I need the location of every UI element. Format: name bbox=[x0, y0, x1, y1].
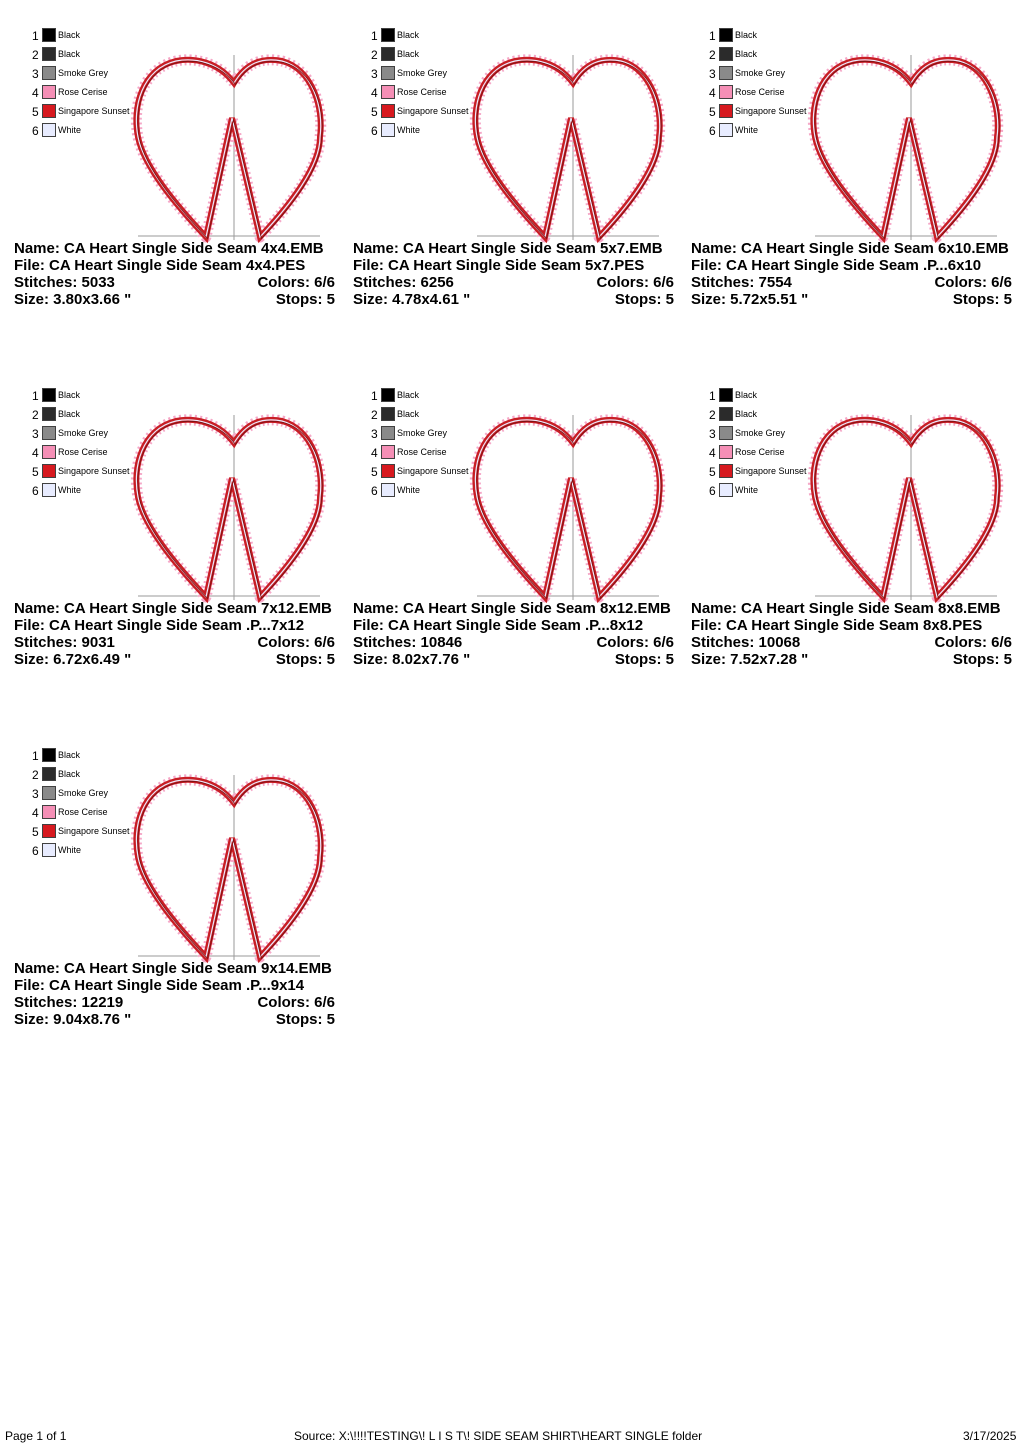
design-card bbox=[691, 0, 1024, 345]
color-name: Black bbox=[58, 750, 81, 760]
design-artwork bbox=[124, 405, 332, 610]
color-name: Black bbox=[58, 769, 81, 779]
color-number: 4 bbox=[371, 446, 378, 460]
heart-design-preview bbox=[124, 45, 332, 250]
color-swatch bbox=[381, 85, 395, 99]
color-swatch bbox=[719, 104, 733, 118]
color-number: 1 bbox=[709, 29, 716, 43]
color-number: 2 bbox=[32, 408, 39, 422]
stop-count: Stops: 5 bbox=[275, 1011, 335, 1028]
color-number: 5 bbox=[371, 105, 378, 119]
outline-highlight bbox=[475, 420, 659, 597]
color-swatch bbox=[719, 85, 733, 99]
stop-count: Stops: 5 bbox=[952, 651, 1012, 668]
color-swatch bbox=[42, 426, 56, 440]
color-name: Black bbox=[58, 390, 81, 400]
color-name: White bbox=[735, 485, 759, 495]
color-name: White bbox=[58, 485, 82, 495]
color-number: 6 bbox=[371, 124, 378, 138]
color-name: White bbox=[58, 125, 82, 135]
footer-page-number: Page 1 of 1 bbox=[5, 1429, 67, 1443]
stitch-count: Stitches: 10068 bbox=[691, 634, 801, 651]
design-info bbox=[14, 960, 359, 1028]
color-swatch bbox=[719, 47, 733, 61]
color-number: 4 bbox=[709, 86, 716, 100]
color-swatch bbox=[719, 445, 733, 459]
color-swatch bbox=[381, 483, 395, 497]
color-number: 6 bbox=[32, 484, 39, 498]
color-number: 1 bbox=[371, 29, 378, 43]
heart-design-preview bbox=[463, 405, 671, 610]
color-name: Black bbox=[397, 49, 420, 59]
color-swatch bbox=[381, 104, 395, 118]
color-number: 3 bbox=[371, 67, 378, 81]
color-name: Rose Cerise bbox=[735, 447, 785, 457]
color-number: 5 bbox=[32, 105, 39, 119]
color-swatch bbox=[381, 47, 395, 61]
outline-highlight bbox=[136, 780, 320, 957]
color-name: Smoke Grey bbox=[397, 68, 448, 78]
footer-source-path: Source: X:\!!!!TESTING\! L I S T\! SIDE SEAM SHIRT\HEART SINGLE folder bbox=[294, 1429, 703, 1443]
design-file: File: CA Heart Single Side Seam .P...7x12 bbox=[14, 617, 305, 634]
outline-highlight bbox=[136, 60, 320, 237]
color-number: 1 bbox=[32, 389, 39, 403]
design-file: File: CA Heart Single Side Seam 8x8.PES bbox=[691, 617, 983, 634]
color-swatch bbox=[42, 843, 56, 857]
satin-outline bbox=[136, 420, 320, 597]
color-swatch bbox=[719, 464, 733, 478]
design-artwork bbox=[801, 405, 1009, 610]
color-number: 1 bbox=[709, 389, 716, 403]
color-name: Rose Cerise bbox=[397, 447, 447, 457]
color-name: Smoke Grey bbox=[58, 788, 109, 798]
color-number: 6 bbox=[371, 484, 378, 498]
color-name: Singapore Sunset bbox=[735, 106, 807, 116]
stitch-count: Stitches: 5033 bbox=[14, 274, 115, 291]
design-artwork bbox=[463, 45, 671, 250]
color-name: Black bbox=[397, 390, 420, 400]
color-number: 5 bbox=[709, 465, 716, 479]
color-swatch bbox=[42, 66, 56, 80]
color-swatch bbox=[42, 748, 56, 762]
design-name: Name: CA Heart Single Side Seam 8x12.EMB bbox=[353, 600, 671, 617]
color-swatch bbox=[42, 767, 56, 781]
color-swatch bbox=[381, 28, 395, 42]
color-name: Singapore Sunset bbox=[397, 106, 469, 116]
design-artwork bbox=[463, 405, 671, 610]
color-name: Rose Cerise bbox=[58, 807, 108, 817]
color-number: 3 bbox=[709, 67, 716, 81]
design-name: Name: CA Heart Single Side Seam 7x12.EMB bbox=[14, 600, 332, 617]
color-number: 6 bbox=[709, 124, 716, 138]
design-size: Size: 5.72x5.51 " bbox=[691, 291, 809, 308]
color-name: Black bbox=[735, 49, 758, 59]
color-swatch bbox=[42, 483, 56, 497]
color-swatch bbox=[42, 786, 56, 800]
color-swatch bbox=[381, 464, 395, 478]
color-number: 2 bbox=[371, 48, 378, 62]
lace-scallop-border bbox=[136, 780, 320, 957]
design-card bbox=[353, 0, 691, 345]
color-count: Colors: 6/6 bbox=[257, 274, 335, 291]
color-number: 5 bbox=[709, 105, 716, 119]
satin-outline bbox=[136, 60, 320, 237]
stop-count: Stops: 5 bbox=[275, 651, 335, 668]
design-file: File: CA Heart Single Side Seam 4x4.PES bbox=[14, 257, 306, 274]
footer-date: 3/17/2025 bbox=[963, 1429, 1017, 1443]
stitch-count: Stitches: 12219 bbox=[14, 994, 124, 1011]
lace-scallop-border bbox=[813, 60, 997, 237]
color-number: 2 bbox=[32, 768, 39, 782]
color-number: 4 bbox=[32, 806, 39, 820]
design-size: Size: 9.04x8.76 " bbox=[14, 1011, 132, 1028]
design-card bbox=[14, 360, 352, 705]
color-number: 5 bbox=[371, 465, 378, 479]
heart-design-preview bbox=[124, 405, 332, 610]
heart-design-preview bbox=[801, 405, 1009, 610]
color-number: 5 bbox=[32, 825, 39, 839]
color-number: 6 bbox=[32, 124, 39, 138]
satin-outline bbox=[813, 60, 997, 237]
design-name: Name: CA Heart Single Side Seam 5x7.EMB bbox=[353, 240, 663, 257]
color-number: 4 bbox=[709, 446, 716, 460]
design-card bbox=[691, 360, 1024, 705]
color-number: 6 bbox=[709, 484, 716, 498]
design-size: Size: 3.80x3.66 " bbox=[14, 291, 132, 308]
design-size: Size: 6.72x6.49 " bbox=[14, 651, 132, 668]
design-file: File: CA Heart Single Side Seam .P...9x14 bbox=[14, 977, 305, 994]
color-name: White bbox=[397, 125, 421, 135]
color-name: Smoke Grey bbox=[735, 68, 786, 78]
color-name: Rose Cerise bbox=[58, 87, 108, 97]
color-swatch bbox=[719, 426, 733, 440]
heart-design-preview bbox=[463, 45, 671, 250]
design-name: Name: CA Heart Single Side Seam 8x8.EMB bbox=[691, 600, 1001, 617]
color-count: Colors: 6/6 bbox=[934, 634, 1012, 651]
color-count: Colors: 6/6 bbox=[257, 994, 335, 1011]
stitch-count: Stitches: 10846 bbox=[353, 634, 463, 651]
color-number: 6 bbox=[32, 844, 39, 858]
color-count: Colors: 6/6 bbox=[934, 274, 1012, 291]
color-number: 3 bbox=[709, 427, 716, 441]
color-swatch bbox=[42, 824, 56, 838]
color-swatch bbox=[719, 123, 733, 137]
color-number: 1 bbox=[32, 29, 39, 43]
color-swatch bbox=[42, 123, 56, 137]
design-info bbox=[353, 600, 698, 668]
color-swatch bbox=[719, 66, 733, 80]
design-artwork bbox=[801, 45, 1009, 250]
color-number: 2 bbox=[32, 48, 39, 62]
color-swatch bbox=[381, 445, 395, 459]
lace-scallop-border bbox=[475, 420, 659, 597]
color-swatch bbox=[42, 445, 56, 459]
color-name: Smoke Grey bbox=[397, 428, 448, 438]
color-name: Smoke Grey bbox=[58, 428, 109, 438]
color-name: Black bbox=[735, 390, 758, 400]
color-swatch bbox=[381, 426, 395, 440]
lace-scallop-border bbox=[475, 60, 659, 237]
color-name: Black bbox=[58, 49, 81, 59]
design-size: Size: 4.78x4.61 " bbox=[353, 291, 471, 308]
color-swatch bbox=[42, 805, 56, 819]
design-file: File: CA Heart Single Side Seam .P...6x10 bbox=[691, 257, 982, 274]
color-count: Colors: 6/6 bbox=[257, 634, 335, 651]
outline-highlight bbox=[136, 420, 320, 597]
color-swatch bbox=[42, 388, 56, 402]
design-size: Size: 7.52x7.28 " bbox=[691, 651, 809, 668]
design-card bbox=[14, 720, 352, 1065]
color-swatch bbox=[719, 388, 733, 402]
color-number: 4 bbox=[32, 446, 39, 460]
color-number: 3 bbox=[32, 787, 39, 801]
stitch-count: Stitches: 9031 bbox=[14, 634, 115, 651]
satin-outline bbox=[475, 60, 659, 237]
design-info bbox=[691, 240, 1024, 308]
stitch-count: Stitches: 7554 bbox=[691, 274, 792, 291]
color-number: 3 bbox=[32, 67, 39, 81]
color-name: White bbox=[58, 845, 82, 855]
outline-highlight bbox=[813, 60, 997, 237]
color-swatch bbox=[719, 407, 733, 421]
color-number: 1 bbox=[371, 389, 378, 403]
color-name: Singapore Sunset bbox=[58, 826, 130, 836]
color-number: 2 bbox=[709, 48, 716, 62]
color-name: White bbox=[397, 485, 421, 495]
color-name: White bbox=[735, 125, 759, 135]
design-file: File: CA Heart Single Side Seam 5x7.PES bbox=[353, 257, 645, 274]
design-artwork bbox=[124, 765, 332, 970]
stop-count: Stops: 5 bbox=[952, 291, 1012, 308]
heart-design-preview bbox=[801, 45, 1009, 250]
color-number: 4 bbox=[32, 86, 39, 100]
stop-count: Stops: 5 bbox=[614, 651, 674, 668]
design-size: Size: 8.02x7.76 " bbox=[353, 651, 471, 668]
color-name: Black bbox=[397, 409, 420, 419]
color-swatch bbox=[42, 104, 56, 118]
design-name: Name: CA Heart Single Side Seam 6x10.EMB bbox=[691, 240, 1009, 257]
color-swatch bbox=[42, 28, 56, 42]
color-name: Smoke Grey bbox=[735, 428, 786, 438]
color-swatch bbox=[42, 407, 56, 421]
design-artwork bbox=[124, 45, 332, 250]
color-name: Smoke Grey bbox=[58, 68, 109, 78]
design-info bbox=[353, 240, 698, 308]
color-swatch bbox=[381, 407, 395, 421]
color-count: Colors: 6/6 bbox=[596, 274, 674, 291]
lace-scallop-border bbox=[136, 420, 320, 597]
color-number: 4 bbox=[371, 86, 378, 100]
heart-design-preview bbox=[124, 765, 332, 970]
color-swatch bbox=[719, 28, 733, 42]
color-swatch bbox=[381, 123, 395, 137]
design-file: File: CA Heart Single Side Seam .P...8x12 bbox=[353, 617, 644, 634]
stitch-count: Stitches: 6256 bbox=[353, 274, 454, 291]
color-swatch bbox=[42, 464, 56, 478]
color-swatch bbox=[719, 483, 733, 497]
stop-count: Stops: 5 bbox=[275, 291, 335, 308]
satin-outline bbox=[813, 420, 997, 597]
design-info bbox=[14, 240, 359, 308]
design-info bbox=[691, 600, 1024, 668]
color-name: Black bbox=[58, 30, 81, 40]
color-number: 5 bbox=[32, 465, 39, 479]
color-name: Black bbox=[397, 30, 420, 40]
color-name: Singapore Sunset bbox=[735, 466, 807, 476]
design-name: Name: CA Heart Single Side Seam 9x14.EMB bbox=[14, 960, 332, 977]
color-swatch bbox=[42, 47, 56, 61]
satin-outline bbox=[475, 420, 659, 597]
color-swatch bbox=[381, 388, 395, 402]
color-name: Rose Cerise bbox=[735, 87, 785, 97]
color-number: 1 bbox=[32, 749, 39, 763]
color-name: Rose Cerise bbox=[58, 447, 108, 457]
color-swatch bbox=[42, 85, 56, 99]
color-name: Singapore Sunset bbox=[397, 466, 469, 476]
color-name: Singapore Sunset bbox=[58, 106, 130, 116]
color-number: 2 bbox=[709, 408, 716, 422]
color-number: 3 bbox=[32, 427, 39, 441]
color-swatch bbox=[381, 66, 395, 80]
color-count: Colors: 6/6 bbox=[596, 634, 674, 651]
design-name: Name: CA Heart Single Side Seam 4x4.EMB bbox=[14, 240, 324, 257]
stop-count: Stops: 5 bbox=[614, 291, 674, 308]
design-info bbox=[14, 600, 359, 668]
outline-highlight bbox=[813, 420, 997, 597]
lace-scallop-border bbox=[136, 60, 320, 237]
outline-highlight bbox=[475, 60, 659, 237]
color-name: Black bbox=[735, 409, 758, 419]
color-number: 2 bbox=[371, 408, 378, 422]
color-name: Black bbox=[58, 409, 81, 419]
color-number: 3 bbox=[371, 427, 378, 441]
design-card bbox=[353, 360, 691, 705]
satin-outline bbox=[136, 780, 320, 957]
design-card bbox=[14, 0, 352, 345]
color-name: Singapore Sunset bbox=[58, 466, 130, 476]
color-name: Black bbox=[735, 30, 758, 40]
lace-scallop-border bbox=[813, 420, 997, 597]
color-name: Rose Cerise bbox=[397, 87, 447, 97]
